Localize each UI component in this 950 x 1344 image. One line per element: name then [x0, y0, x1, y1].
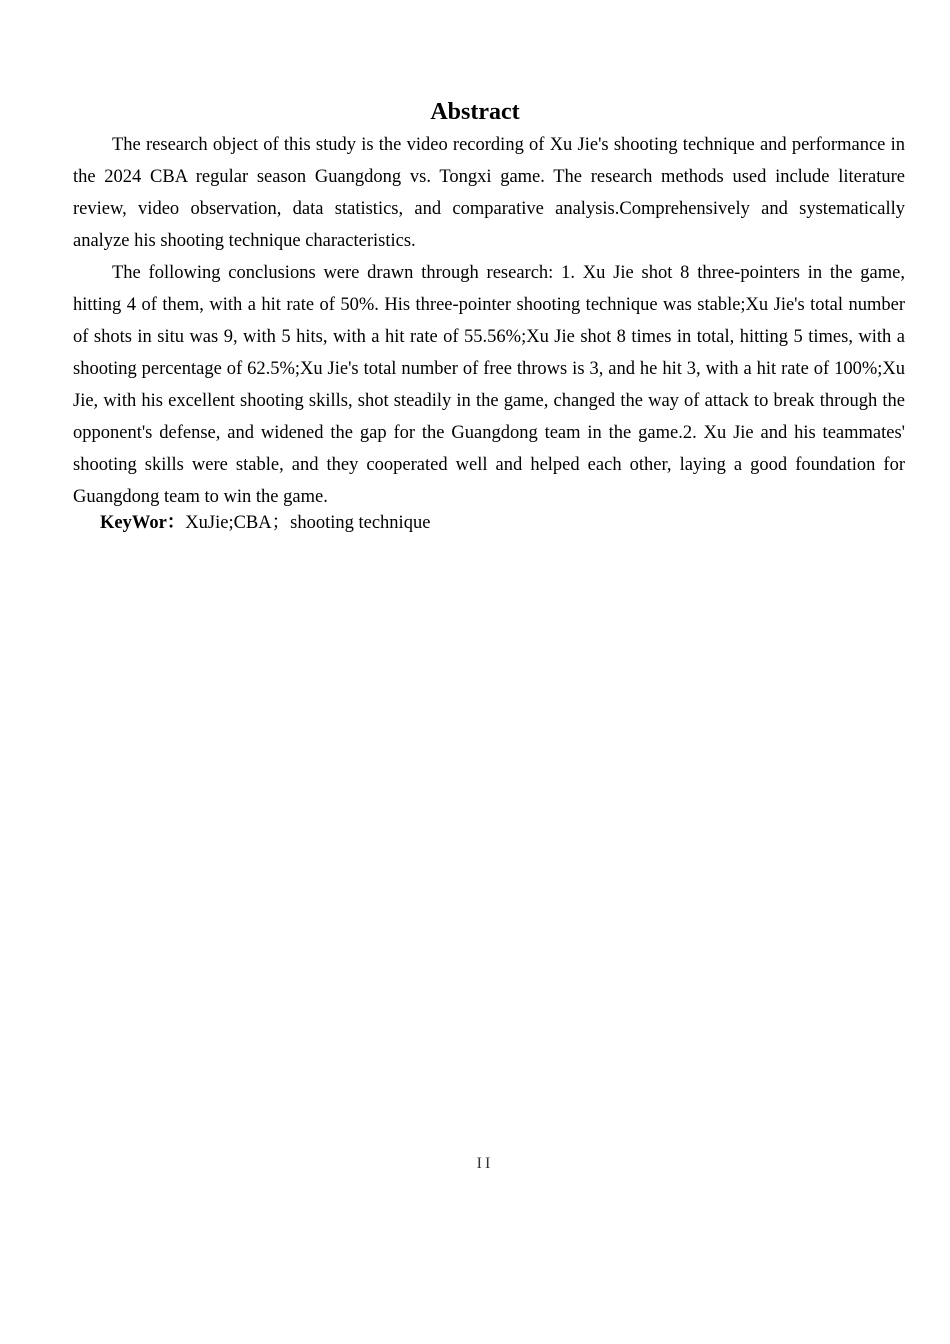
abstract-paragraph-1: The research object of this study is the video recording of Xu Jie's shooting technique and performance in the 2024 CBA regular season Guangdong vs. Tongxi game. The research methods used include literature review, video observation, data statistics, and comparative analysis.Comprehensively and systematically analyze his shooting technique characteristics. [73, 135, 905, 251]
keywords-value: XuJie;CBA；shooting technique [185, 513, 431, 533]
abstract-title: Abstract [430, 99, 520, 125]
abstract-body [73, 129, 905, 513]
keywords-label: KeyWor： [100, 513, 186, 533]
keywords-line [100, 510, 430, 536]
page-number: II [476, 1155, 494, 1172]
abstract-paragraph-2: The following conclusions were drawn through research: 1. Xu Jie shot 8 three-pointers in the game, hitting 4 of them, with a hit rate of 50%. His three-pointer shooting technique was stable;Xu Jie's total number of shots in situ was 9, with 5 hits, with a hit rate of 55.56%;Xu Jie shot 8 times in total, hitting 5 times, with a shooting percentage of 62.5%;Xu Jie's total number of free throws is 3, and he hit 3, with a hit rate of 100%;Xu Jie, with his excellent shooting skills, shot steadily in the game, changed the way of attack to break through the opponent's defense, and widened the gap for the Guangdong team in the game.2. Xu Jie and his teammates' shooting skills were stable, and they cooperated well and helped each other, laying a good foundation for Guangdong team to win the game. [73, 263, 905, 507]
